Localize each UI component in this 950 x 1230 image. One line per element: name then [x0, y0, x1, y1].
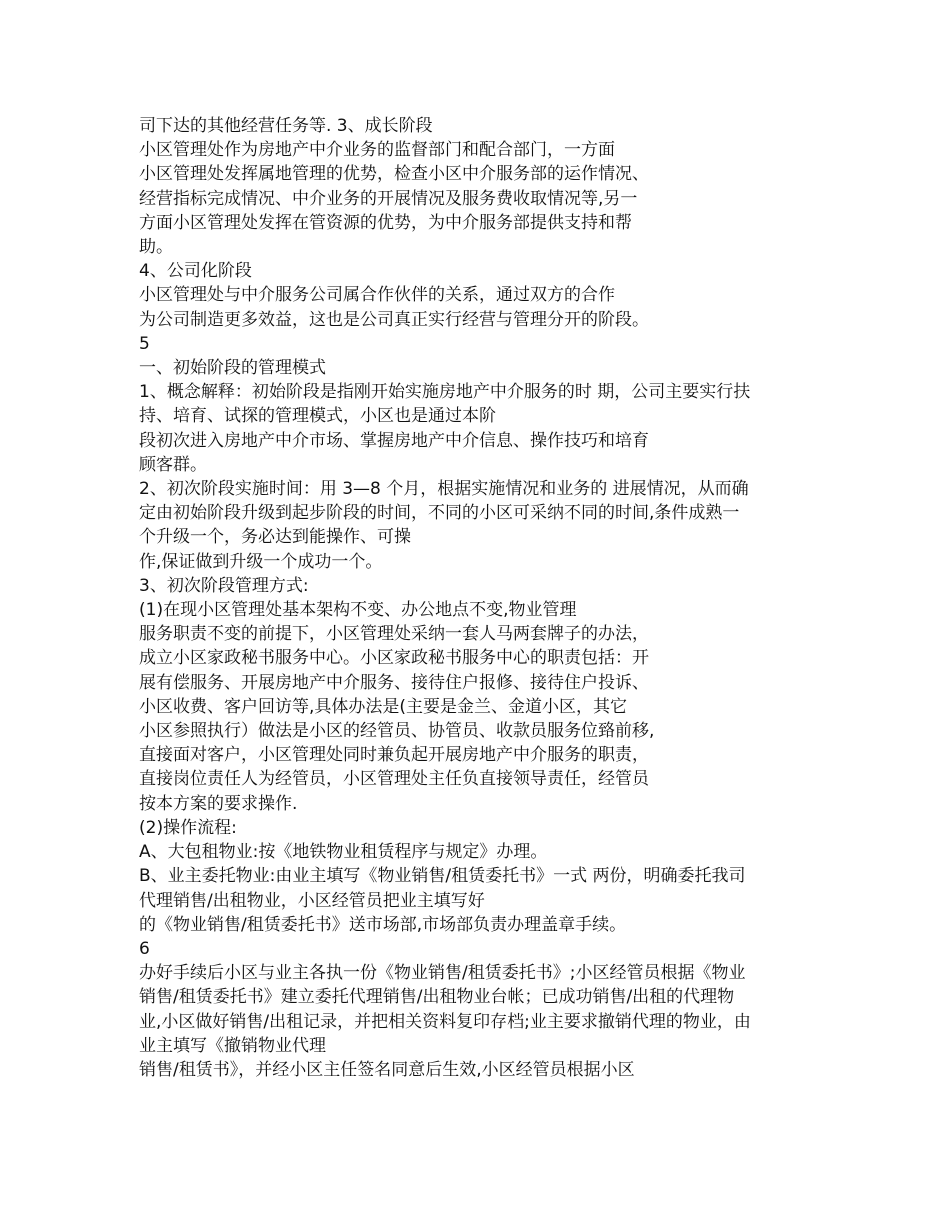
document-page — [139, 114, 819, 1082]
text-line: 经营指标完成情况、中介业务的开展情况及服务费收取情况等,另一 — [139, 188, 638, 209]
text-line: 代理销售/出租物业，小区经管员把业主填写好 — [139, 890, 485, 911]
text-line: 个升级一个，务必达到能操作、可操 — [139, 527, 411, 548]
text-line: A、大包租物业:按《地铁物业租赁程序与规定》办理。 — [139, 842, 548, 863]
text-line: 小区参照执行）做法是小区的经管员、协管员、收款员服务位臵前移, — [139, 721, 655, 742]
text-line: 1、概念解释：初始阶段是指刚开始实施房地产中介服务的时 期，公司主要实行扶 — [139, 382, 751, 403]
text-line: 持、培育、试探的管理模式，小区也是通过本阶 — [139, 406, 496, 427]
text-line: 服务职责不变的前提下，小区管理处采纳一套人马两套牌子的办法， — [139, 624, 649, 645]
text-line: 销售/租赁委托书》建立委托代理销售/出租物业台帐；已成功销售/出租的代理物 — [139, 987, 735, 1008]
text-line: 成立小区家政秘书服务中心。小区家政秘书服务中心的职责包括：开 — [139, 648, 649, 669]
text-line: 直接岗位责任人为经管员，小区管理处主任负直接领导责任，经管员 — [139, 769, 649, 790]
text-line: 定由初始阶段升级到起步阶段的时间，不同的小区可采纳不同的时间,条件成熟一 — [139, 503, 740, 524]
text-line: 顾客群。 — [139, 454, 207, 475]
text-line: 直接面对客户，小区管理处同时兼负起开展房地产中介服务的职责， — [139, 745, 649, 766]
text-line: B、业主委托物业:由业主填写《物业销售/租赁委托书》一式 两份，明确委托我司 — [139, 866, 746, 887]
text-line: 司下达的其他经营任务等. 3、成长阶段 — [139, 116, 433, 136]
text-line: 销售/租赁书》，并经小区主任签名同意后生效,小区经管员根据小区 — [139, 1059, 635, 1080]
text-line: 小区管理处与中介服务公司属合作伙伴的关系，通过双方的合作 — [139, 285, 615, 306]
text-line: 为公司制造更多效益，这也是公司真正实行经营与管理分开的阶段。 — [139, 309, 649, 330]
text-line: 5 — [139, 333, 150, 354]
text-line: 3、初次阶段管理方式: — [139, 575, 309, 596]
text-line: 段初次进入房地产中介市场、掌握房地产中介信息、操作技巧和培育 — [139, 430, 649, 451]
text-line: 业,小区做好销售/出租记录，并把相关资料复印存档;业主要求撤销代理的物业，由 — [139, 1011, 751, 1032]
text-line: 2、初次阶段实施时间：用 3—8 个月，根据实施情况和业务的 进展情况，从而确 — [139, 479, 749, 500]
text-line: 一、初始阶段的管理模式 — [139, 358, 326, 379]
text-line: 业主填写《撤销物业代理 — [139, 1035, 326, 1056]
text-line: (1)在现小区管理处基本架构不变、办公地点不变,物业管理 — [139, 600, 577, 621]
text-line: (2)操作流程: — [139, 817, 237, 838]
text-line: 作,保证做到升级一个成功一个。 — [139, 551, 383, 572]
text-line: 按本方案的要求操作. — [139, 793, 298, 814]
text-line: 助。 — [139, 237, 173, 258]
text-line: 小区管理处作为房地产中介业务的监督部门和配合部门，一方面 — [139, 140, 615, 161]
text-line: 6 — [139, 938, 150, 959]
text-line: 办好手续后小区与业主各执一份《物业销售/租赁委托书》;小区经管员根据《物业 — [139, 963, 746, 984]
text-line: 4、公司化阶段 — [139, 261, 252, 282]
text-line: 小区收费、客户回访等,具体办法是(主要是金兰、金道小区，其它 — [139, 696, 628, 717]
text-line: 方面小区管理处发挥在管资源的优势，为中介服务部提供支持和帮 — [139, 212, 632, 233]
text-line: 展有偿服务、开展房地产中介服务、接待住户报修、接待住户投诉、 — [139, 672, 649, 693]
text-line: 小区管理处发挥属地管理的优势，检查小区中介服务部的运作情况、 — [139, 164, 649, 185]
text-line: 的《物业销售/租赁委托书》送市场部,市场部负责办理盖章手续。 — [139, 914, 627, 935]
